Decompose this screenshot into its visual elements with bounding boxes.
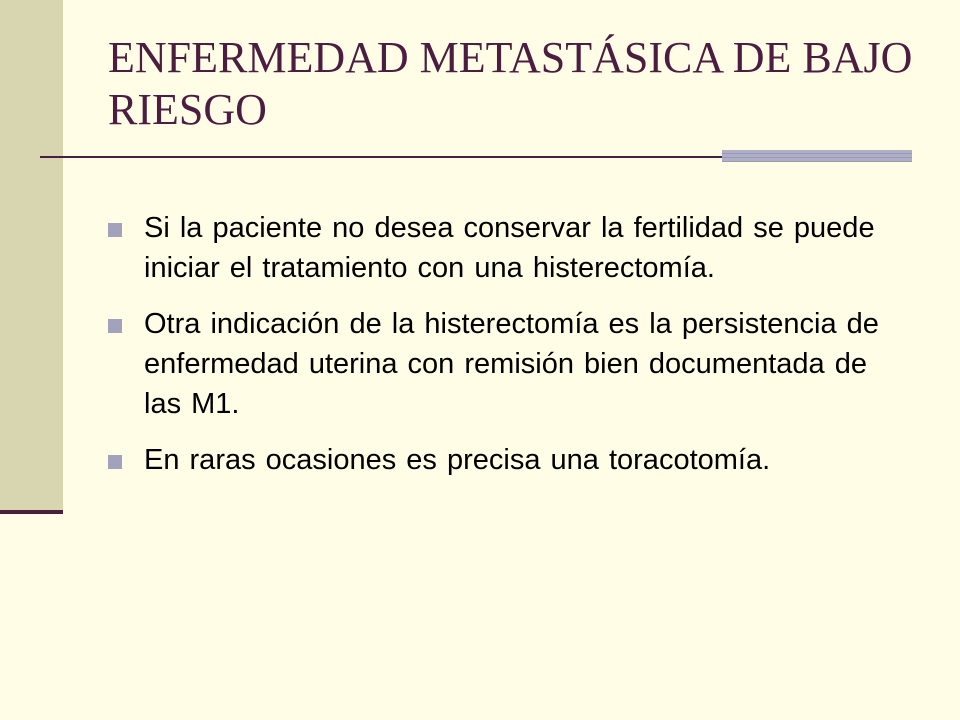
- bullet-text: En raras ocasiones es precisa una toracotomía.: [144, 444, 771, 476]
- bullet-item: [108, 440, 908, 480]
- square-bullet-icon: [108, 223, 122, 237]
- slide-title: ENFERMEDAD METASTÁSICA DE BAJO RIESGO: [108, 33, 913, 134]
- bullet-item: [108, 304, 908, 424]
- bullet-list: [108, 208, 908, 496]
- bullet-item: [108, 208, 908, 288]
- title-underline-accent: [722, 150, 912, 162]
- left-band-divider: [0, 510, 63, 514]
- left-decorative-band: [0, 0, 63, 510]
- square-bullet-icon: [108, 455, 122, 469]
- square-bullet-icon: [108, 319, 122, 333]
- bullet-text: Si la paciente no desea conservar la fertilidad se puede iniciar el tratamiento con una histerectomía.: [144, 212, 875, 284]
- bullet-text: Otra indicación de la histerectomía es la persistencia de enfermedad uterina con remisión bien documentada de las M1.: [144, 308, 879, 420]
